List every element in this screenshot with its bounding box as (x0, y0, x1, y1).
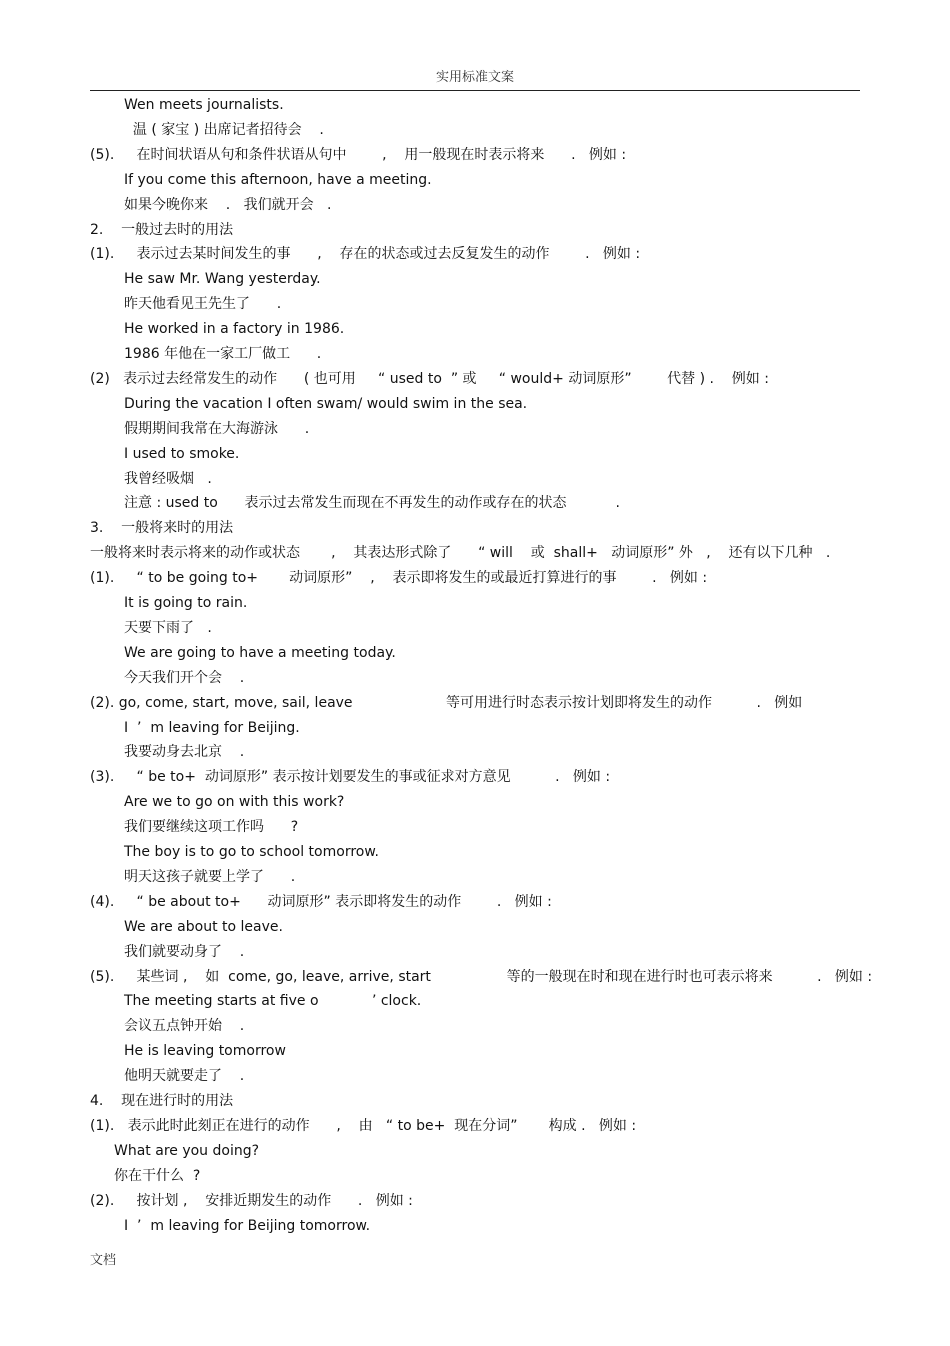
text-line: (4). “ be about to+ 动词原形” 表示即将发生的动作 . 例如 : (90, 893, 552, 910)
text-line: 会议五点钟开始 . (124, 1018, 245, 1035)
text-line: 3. 一般将来时的用法 (90, 520, 234, 537)
text-line: (3). “ be to+ 动词原形” 表示按计划要发生的事或征求对方意见 . 例如 : (90, 769, 611, 786)
text-line: (1). “ to be going to+ 动词原形” , 表示即将发生的或最近打算进行的事 . 例如 : (90, 570, 708, 587)
text-line: He is leaving tomorrow (124, 1043, 286, 1060)
text-line: (2). go, come, start, move, sail, leave 等可用进行时态表示按计划即将发生的动作 . 例如 (90, 694, 803, 711)
text-line: 天要下雨了 . (124, 619, 212, 636)
text-line: We are going to have a meeting today. (124, 644, 396, 661)
page-header-title: 实用标准文案 (435, 70, 514, 85)
header-rule (90, 90, 860, 91)
page-footer-label: 文档 (90, 1253, 117, 1268)
text-line: The meeting starts at five o ’ clock. (124, 993, 422, 1010)
text-line: If you come this afternoon, have a meeting. (124, 171, 432, 188)
text-line: 我曾经吸烟 . (124, 470, 212, 487)
text-line: 明天这孩子就要上学了 . (124, 868, 296, 885)
text-line: We are about to leave. (124, 918, 283, 935)
text-line: 昨天他看见王先生了 . (124, 296, 282, 313)
text-line: 4. 现在进行时的用法 (90, 1093, 234, 1109)
text-line: The boy is to go to school tomorrow. (124, 844, 379, 860)
text-line: Are we to go on with this work? (124, 794, 345, 811)
text-line: 假期期间我常在大海游泳 . (124, 420, 310, 437)
text-line: 注意 : used to 表示过去常发生而现在不再发生的动作或存在的状态 . (124, 495, 620, 512)
text-line: 如果今晚你来 . 我们就开会 . (124, 196, 332, 213)
text-line: It is going to rain. (124, 595, 248, 611)
text-line: 我们就要动身了 . (124, 943, 245, 960)
text-line: 我要动身去北京 . (124, 744, 245, 761)
text-line: I used to smoke. (124, 445, 240, 462)
text-line: 今天我们开个会 . (124, 669, 245, 686)
text-line: (5). 某些词 , 如 come, go, leave, arrive, start 等的一般现在时和现在进行时也可表示将来 . 例如 : (90, 968, 873, 985)
text-line: I ’ m leaving for Beijing. (124, 719, 300, 736)
text-line: 2. 一般过去时的用法 (90, 221, 234, 238)
text-line: (1). 表示此时此刻正在进行的动作 , 由 “ to be+ 现在分词” 构成 . 例如 : (90, 1117, 637, 1134)
text-line: He worked in a factory in 1986. (124, 321, 345, 338)
text-line: 他明天就要走了 . (124, 1068, 245, 1085)
text-line: 你在干什么 ? (114, 1167, 201, 1184)
text-line: 我们要继续这项工作吗 ? (124, 819, 299, 836)
text-line: What are you doing? (114, 1142, 260, 1159)
text-line: During the vacation I often swam/ would swim in the sea. (124, 395, 528, 412)
text-line: I ’ m leaving for Beijing tomorrow. (124, 1217, 371, 1234)
text-line: (5). 在时间状语从句和条件状语从句中 , 用一般现在时表示将来 . 例如 : (90, 146, 627, 163)
text-line: He saw Mr. Wang yesterday. (124, 271, 321, 288)
text-line: (1). 表示过去某时间发生的事 , 存在的状态或过去反复发生的动作 . 例如 : (90, 246, 641, 263)
text-line: (2) 表示过去经常发生的动作 ( 也可用 “ used to ” 或 “ would+ 动词原形” 代替 ) . 例如 : (90, 370, 769, 387)
text-line: 温 ( 家宝 ) 出席记者招待会 . (124, 121, 324, 138)
text-line: 1986 年他在一家工厂做工 . (124, 346, 322, 362)
text-line: Wen meets journalists. (124, 97, 284, 113)
text-line: (2). 按计划 , 安排近期发生的动作 . 例如 : (90, 1192, 413, 1209)
text-line: 一般将来时表示将来的动作或状态 , 其表达形式除了 “ will 或 shall+ 动词原形” 外 , 还有以下几种 . (90, 545, 831, 562)
